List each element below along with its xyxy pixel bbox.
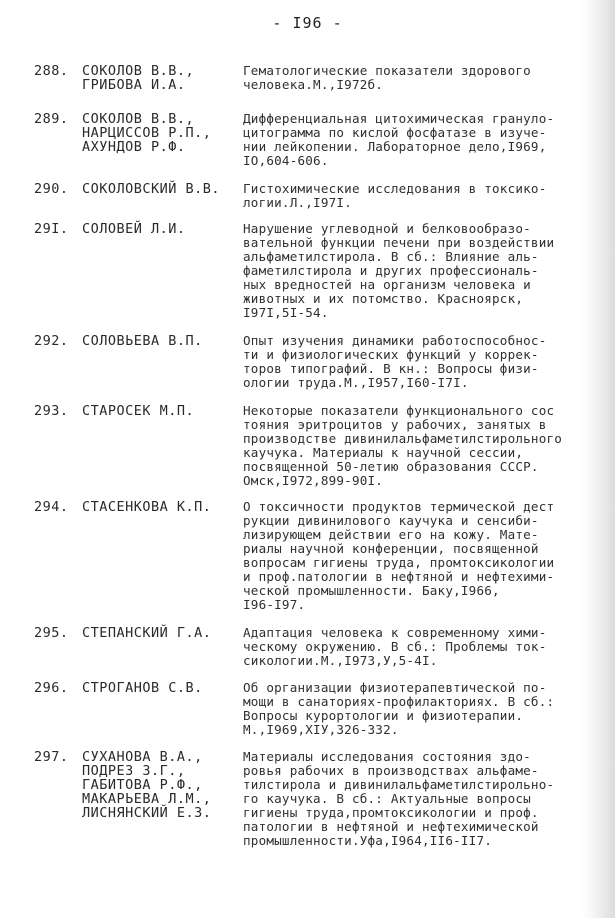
entry-number: 297. xyxy=(34,749,69,765)
entry-authors: СОКОЛОВ В.В., ГРИБОВА И.А. xyxy=(82,63,195,93)
entry-reference: Материалы исследования состояния здо- ровья рабочих в производствах альфаме- тилстирола и дивинилальфаметилстирольно- го каучука. В сб.: Актуальные вопросы гигиены труда,промтоксикологии и проф. патологии в нефтяной и нефтехимической промышленности.Уфа,I964,II6-II7. xyxy=(243,749,555,848)
entry-number: 294. xyxy=(34,499,69,515)
entry-reference: Гистохимические исследования в токсико- логии.Л.,I97I. xyxy=(243,181,547,210)
entry-reference: О токсичности продуктов термической дест рукции дивинилового каучука и сенсиби- лизирующем действии его на кожу. Мате- риалы научной конференции, посвященной вопросам гигиены труда, промтоксикологии и проф.патологии в нефтяной и нефтехими- ческой промышленности. Баку,I966, I96-I97. xyxy=(243,499,555,612)
entry-number: 292. xyxy=(34,333,69,349)
page-number: - I96 - xyxy=(272,14,343,32)
entry-authors: СТРОГАНОВ С.В. xyxy=(82,680,203,696)
entry-number: 289. xyxy=(34,111,69,127)
entry-number: 295. xyxy=(34,625,69,641)
entry-authors: СОКОЛОВ В.В., НАРЦИССОВ Р.П., АХУНДОВ Р.Ф. xyxy=(82,111,212,155)
entry-reference: Нарушение углеводной и белковообразо- вательной функции печени при воздействии альфаметилстирола. В сб.: Влияние аль- фаметилстирола и других профессиональ- ных вредностей на организм человека и животных и их потомство. Красноярск, I97I,5I-54. xyxy=(243,221,555,320)
entry-authors: СОКОЛОВСКИЙ В.В. xyxy=(82,181,221,197)
entry-authors: СОЛОВЬЕВА В.П. xyxy=(82,333,203,349)
entry-reference: Дифференциальная цитохимическая грануло- цитограмма по кислой фосфатазе в изуче- нии лейкопении. Лабораторное дело,I969, IO,604-606. xyxy=(243,111,555,168)
entry-number: 296. xyxy=(34,680,69,696)
entry-reference: Опыт изучения динамики работоспособнос- ти и физиологических функций у коррек- торов типографий. В кн.: Вопросы физи- ологии труда.М.,I957,I60-I7I. xyxy=(243,333,547,390)
entry-reference: Гематологические показатели здорового человека.М.,I972б. xyxy=(243,63,531,92)
entry-number: 293. xyxy=(34,403,69,419)
page-edge-shadow xyxy=(581,0,615,918)
entry-number: 29I. xyxy=(34,221,69,237)
entry-authors: СОЛОВЕЙ Л.И. xyxy=(82,221,186,237)
entry-reference: Некоторые показатели функционального сос тояния эритроцитов у рабочих, занятых в производстве дивинилальфаметилстирольного каучука. Материалы к научной сессии, посвященной 50-летию образования СССР. Омск,I972,899-90I. xyxy=(243,403,563,488)
entry-number: 288. xyxy=(34,63,69,79)
entry-reference: Об организации физиотерапевтической по- мощи в санаториях-профилакториях. В сб.: Вопросы курортологии и физиотерапии. М.,I969,ХIУ,326-332. xyxy=(243,680,555,737)
entry-authors: СТАРОСЕК М.П. xyxy=(82,403,195,419)
entry-authors: СТЕПАНСКИЙ Г.А. xyxy=(82,625,212,641)
entry-authors: СТАСЕНКОВА К.П. xyxy=(82,499,212,515)
entry-authors: СУХАНОВА В.А., ПОДРЕЗ З.Г., ГАБИТОВА Р.Ф., МАКАРЬЕВА Л.М., ЛИСНЯНСКИЙ Е.З. xyxy=(82,749,212,821)
entry-number: 290. xyxy=(34,181,69,197)
entry-reference: Адаптация человека к современному хими- ческому окружению. В сб.: Проблемы ток- сикологии.М.,I973,У,5-4I. xyxy=(243,625,547,668)
